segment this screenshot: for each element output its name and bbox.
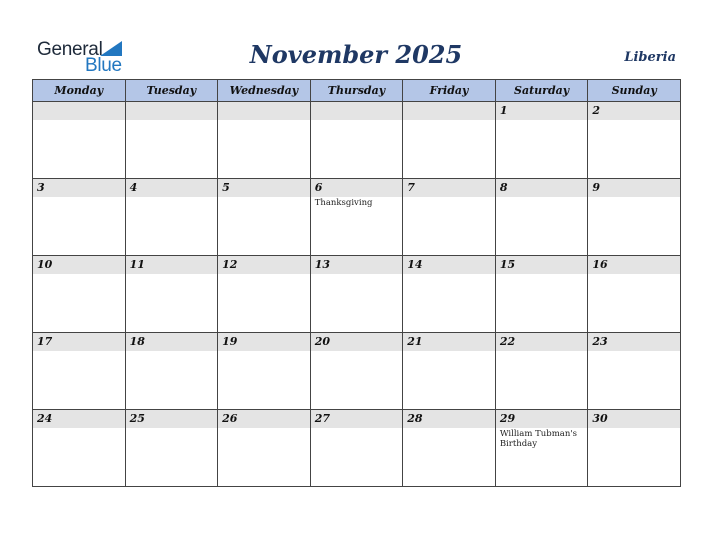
day-number: 7 <box>407 181 415 194</box>
day-number: 4 <box>129 181 138 194</box>
holiday-label <box>126 274 218 275</box>
day-number: 19 <box>222 335 238 348</box>
day-band <box>311 410 403 428</box>
day-band <box>218 179 310 197</box>
holiday-label <box>588 120 680 121</box>
day-band <box>218 256 310 274</box>
day-cell <box>33 410 126 487</box>
week-row-3 <box>33 256 681 333</box>
day-number: 26 <box>222 412 238 425</box>
day-cell <box>588 333 681 410</box>
day-number: 14 <box>407 258 423 271</box>
holiday-label <box>588 351 680 352</box>
holiday-label <box>218 351 310 352</box>
day-band <box>588 333 680 351</box>
holiday-label: Thanksgiving <box>314 198 373 208</box>
holiday-label <box>218 120 310 121</box>
holiday-label <box>126 351 218 352</box>
day-cell <box>310 179 403 256</box>
day-number: 12 <box>222 258 238 271</box>
day-band <box>403 410 495 428</box>
day-band <box>33 410 125 428</box>
calendar-grid <box>32 79 681 487</box>
day-band <box>588 410 680 428</box>
day-cell <box>495 256 588 333</box>
day-number: 24 <box>37 412 53 425</box>
holiday-label <box>588 428 680 429</box>
day-number: 13 <box>314 258 330 271</box>
day-band <box>218 410 310 428</box>
day-cell <box>310 102 403 179</box>
holiday-label <box>403 120 495 121</box>
week-row-5 <box>33 410 681 487</box>
holiday-label <box>403 274 495 275</box>
day-number: 5 <box>222 181 230 194</box>
logo-text-blue: Blue <box>85 55 122 76</box>
day-cell <box>33 102 126 179</box>
day-cell <box>33 256 126 333</box>
day-cell <box>403 333 496 410</box>
day-number: 25 <box>129 412 145 425</box>
holiday-label <box>33 197 125 198</box>
day-band <box>126 179 218 197</box>
day-cell <box>218 256 311 333</box>
day-cell <box>33 179 126 256</box>
holiday-label <box>311 351 403 352</box>
day-number: 20 <box>314 335 330 348</box>
day-cell <box>125 410 218 487</box>
holiday-label <box>33 351 125 352</box>
weekday-header-row <box>33 80 681 102</box>
holiday-label <box>403 197 495 198</box>
day-number: 9 <box>592 181 601 194</box>
day-cell <box>125 102 218 179</box>
day-band <box>311 179 403 197</box>
day-number: 11 <box>129 258 145 271</box>
holiday-label <box>218 274 310 275</box>
day-cell <box>33 333 126 410</box>
holiday-label <box>218 197 310 198</box>
holiday-label <box>311 274 403 275</box>
day-cell <box>125 179 218 256</box>
day-band <box>403 102 495 120</box>
day-band <box>403 256 495 274</box>
day-band <box>126 410 218 428</box>
holiday-label <box>33 274 125 275</box>
day-cell <box>588 256 681 333</box>
weekday-thursday: Thursday <box>310 80 403 102</box>
day-band <box>126 333 218 351</box>
day-number: 15 <box>499 258 516 271</box>
day-band <box>403 333 495 351</box>
day-band <box>126 256 218 274</box>
day-cell <box>495 333 588 410</box>
day-cell <box>218 179 311 256</box>
holiday-label <box>33 428 125 429</box>
day-number: 6 <box>314 181 323 194</box>
weekday-friday: Friday <box>403 80 496 102</box>
holiday-label <box>588 274 680 275</box>
day-number: 28 <box>407 412 423 425</box>
weekday-sunday: Sunday <box>588 80 681 102</box>
day-band <box>496 256 588 274</box>
day-band <box>33 333 125 351</box>
day-cell <box>588 179 681 256</box>
day-number: 10 <box>37 258 53 271</box>
day-number: 30 <box>592 412 608 425</box>
holiday-label <box>496 274 588 275</box>
day-cell <box>310 256 403 333</box>
holiday-label <box>126 197 218 198</box>
day-band <box>33 179 125 197</box>
weekday-wednesday: Wednesday <box>218 80 311 102</box>
day-band <box>496 333 588 351</box>
day-band <box>403 179 495 197</box>
holiday-label <box>126 428 218 429</box>
day-cell <box>218 102 311 179</box>
day-band <box>496 102 588 120</box>
day-cell <box>403 256 496 333</box>
holiday-label <box>496 120 588 121</box>
day-cell <box>125 333 218 410</box>
holiday-label <box>588 197 680 198</box>
holiday-label <box>403 428 495 429</box>
day-cell <box>403 410 496 487</box>
day-band <box>588 102 680 120</box>
holiday-label <box>126 120 218 121</box>
weekday-saturday: Saturday <box>495 80 588 102</box>
week-row-1 <box>33 102 681 179</box>
day-band <box>311 102 403 120</box>
holiday-label <box>33 120 125 121</box>
day-number: 17 <box>37 335 53 348</box>
logo-text-general: General <box>37 39 103 60</box>
day-cell <box>125 256 218 333</box>
day-cell <box>495 102 588 179</box>
day-cell <box>310 333 403 410</box>
day-band <box>496 410 588 428</box>
day-number: 29 <box>499 412 516 425</box>
day-number: 3 <box>37 181 45 194</box>
day-number: 27 <box>314 412 330 425</box>
holiday-label <box>311 428 403 429</box>
day-band <box>496 179 588 197</box>
day-cell <box>310 410 403 487</box>
day-cell <box>218 333 311 410</box>
country-label: Liberia <box>624 50 676 65</box>
day-number: 23 <box>592 335 608 348</box>
day-number: 2 <box>592 104 601 117</box>
holiday-label <box>403 351 495 352</box>
day-cell <box>403 102 496 179</box>
day-cell <box>403 179 496 256</box>
holiday-label <box>496 197 588 198</box>
day-band <box>588 256 680 274</box>
holiday-label <box>496 351 588 352</box>
day-band <box>218 102 310 120</box>
day-band <box>311 256 403 274</box>
holiday-label <box>218 428 310 429</box>
day-number: 1 <box>499 104 508 117</box>
day-cell <box>588 410 681 487</box>
day-band <box>33 256 125 274</box>
day-cell <box>495 410 588 487</box>
day-number: 18 <box>129 335 145 348</box>
day-band <box>33 102 125 120</box>
weekday-tuesday: Tuesday <box>125 80 218 102</box>
day-cell <box>218 410 311 487</box>
day-number: 22 <box>499 335 516 348</box>
calendar-title: November 2025 <box>249 40 463 69</box>
day-cell <box>588 102 681 179</box>
day-band <box>218 333 310 351</box>
day-number: 8 <box>499 181 508 194</box>
day-band <box>126 102 218 120</box>
day-band <box>588 179 680 197</box>
week-row-2 <box>33 179 681 256</box>
week-row-4 <box>33 333 681 410</box>
day-band <box>311 333 403 351</box>
weekday-monday: Monday <box>33 80 126 102</box>
day-number: 16 <box>592 258 608 271</box>
day-number: 21 <box>407 335 423 348</box>
day-cell <box>495 179 588 256</box>
holiday-label <box>311 120 403 121</box>
holiday-label: William Tubman's Birthday <box>499 429 577 449</box>
